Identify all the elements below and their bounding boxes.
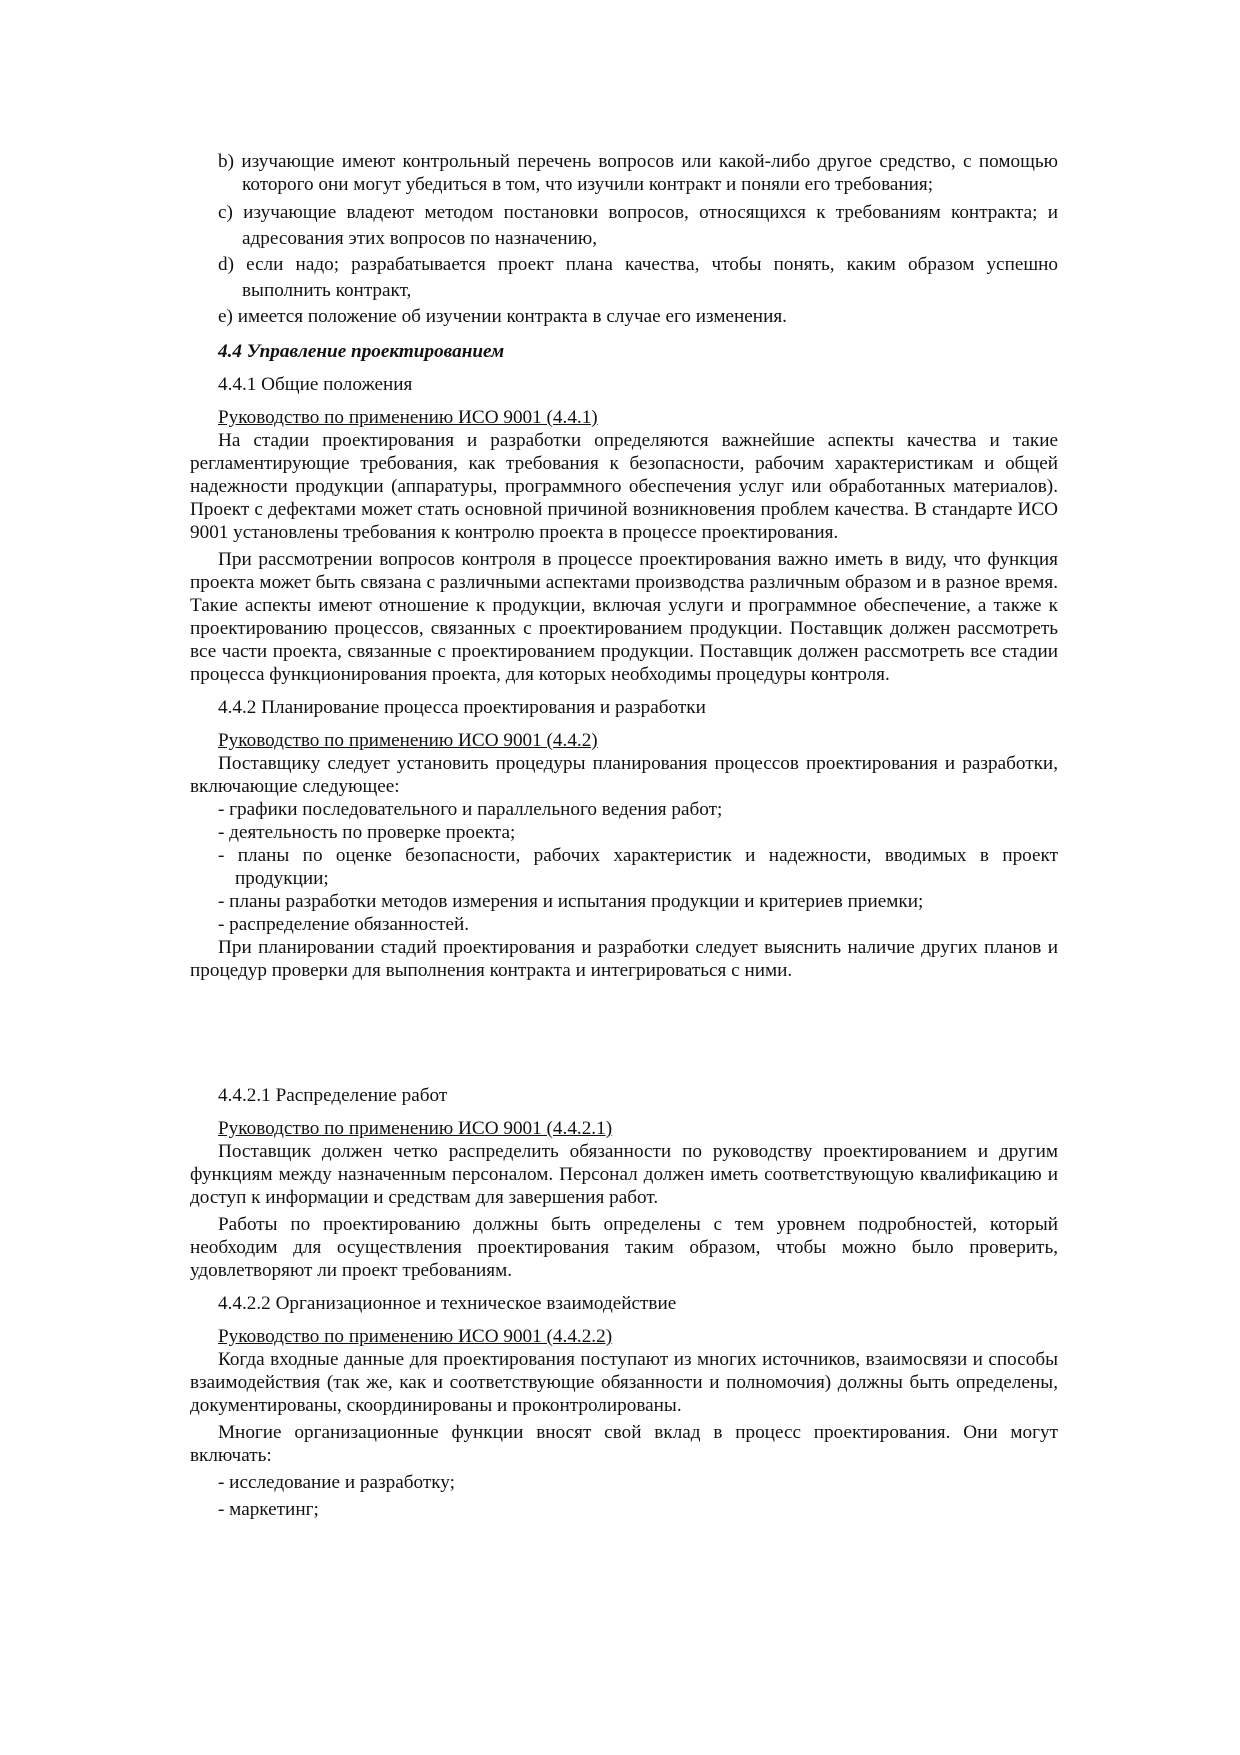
paragraph-4-4-2-1-a: Поставщик должен четко распределить обязанности по руководству проектированием и другим функциям между назначенным персоналом. Персонал должен иметь соответствующую квалификацию и доступ к информации и средствам для завершения работ. <box>190 1141 1058 1208</box>
section-heading-4-4: 4.4 Управление проектированием <box>218 341 505 362</box>
dash-item-3: - планы по оценке безопасности, рабочих характеристик и надежности, вводимых в проект продукции; <box>218 845 1058 889</box>
subsection-title-4-4-2-2: 4.4.2.2 Организационное и техническое взаимодействие <box>218 1293 677 1314</box>
guidance-reference-4-4-2-2: Руководство по применению ИСО 9001 (4.4.2.2) <box>218 1326 613 1347</box>
paragraph-4-4-2-b: При планировании стадий проектирования и разработки следует выяснить наличие других планов и процедур проверки для выполнения контракта и интегрироваться с ними. <box>190 937 1058 981</box>
dash-item-4: - планы разработки методов измерения и испытания продукции и критериев приемки; <box>218 891 924 912</box>
list-item-e: e) имеется положение об изучении контракта в случае его изменения. <box>218 306 787 327</box>
subsection-title-4-4-2-1: 4.4.2.1 Распределение работ <box>218 1085 448 1106</box>
paragraph-4-4-1-a: На стадии проектирования и разработки определяются важнейшие аспекты качества и такие регламентирующие требования, как требования к безопасности, рабочим характеристикам и общей надежности продукции (аппаратуры, программного обеспечения услуг или обработанных материалов). Проект с дефектами может стать основной причиной возникновения проблем качества. В стандарте ИСО 9001 установлены требования к контролю проекта в процессе проектирования. <box>190 430 1058 543</box>
list-item-d: d) если надо; разрабатывается проект плана качества, чтобы понять, каким образом успешно выполнить контракт, <box>218 254 1058 301</box>
spacer <box>190 982 1058 1074</box>
dash-item-1: - графики последовательного и параллельного ведения работ; <box>218 799 723 820</box>
paragraph-4-4-2-a: Поставщику следует установить процедуры планирования процессов проектирования и разработки, включающие следующее: <box>190 753 1058 797</box>
list-item-c: c) изучающие владеют методом постановки вопросов, относящихся к требованиям контракта; и адресования этих вопросов по назначению, <box>218 202 1058 249</box>
paragraph-4-4-2-2-b: Многие организационные функции вносят свой вклад в процесс проектирования. Они могут включать: <box>190 1422 1058 1466</box>
document-page <box>190 150 1058 1521</box>
dash-item-5: - распределение обязанностей. <box>218 914 470 935</box>
guidance-reference-4-4-1: Руководство по применению ИСО 9001 (4.4.1) <box>218 407 598 428</box>
guidance-reference-4-4-2-1: Руководство по применению ИСО 9001 (4.4.2.1) <box>218 1118 613 1139</box>
paragraph-4-4-2-2-a: Когда входные данные для проектирования поступают из многих источников, взаимосвязи и способы взаимодействия (так же, как и соответствующие обязанности и полномочия) должны быть определены, документированы, скоординированы и проконтролированы. <box>190 1349 1058 1416</box>
dash-item-7: - маркетинг; <box>218 1499 319 1520</box>
subsection-title-4-4-2: 4.4.2 Планирование процесса проектирования и разработки <box>218 697 706 718</box>
dash-item-2: - деятельность по проверке проекта; <box>218 822 516 843</box>
guidance-reference-4-4-2: Руководство по применению ИСО 9001 (4.4.2) <box>218 730 598 751</box>
paragraph-4-4-1-b: При рассмотрении вопросов контроля в процессе проектирования важно иметь в виду, что функция проекта может быть связана с различными аспектами производства различным образом и в разное время. Такие аспекты имеют отношение к продукции, включая услуги и программное обеспечение, а также к проектированию процессов, связанных с проектированием продукции. Поставщик должен рассмотреть все части проекта, связанные с проектированием продукции. Поставщик должен рассмотреть все стадии процесса функционирования проекта, для которых необходимы процедуры контроля. <box>190 549 1058 685</box>
paragraph-4-4-2-1-b: Работы по проектированию должны быть определены с тем уровнем подробностей, который необходим для осуществления проектирования таким образом, чтобы можно было проверить, удовлетворяют ли проект требованиям. <box>190 1214 1058 1281</box>
subsection-title-4-4-1: 4.4.1 Общие положения <box>218 374 413 395</box>
dash-item-6: - исследование и разработку; <box>218 1472 455 1493</box>
list-item-b: b) изучающие имеют контрольный перечень вопросов или какой-либо другое средство, с помощью которого они могут убедиться в том, что изучили контракт и поняли его требования; <box>218 151 1058 195</box>
